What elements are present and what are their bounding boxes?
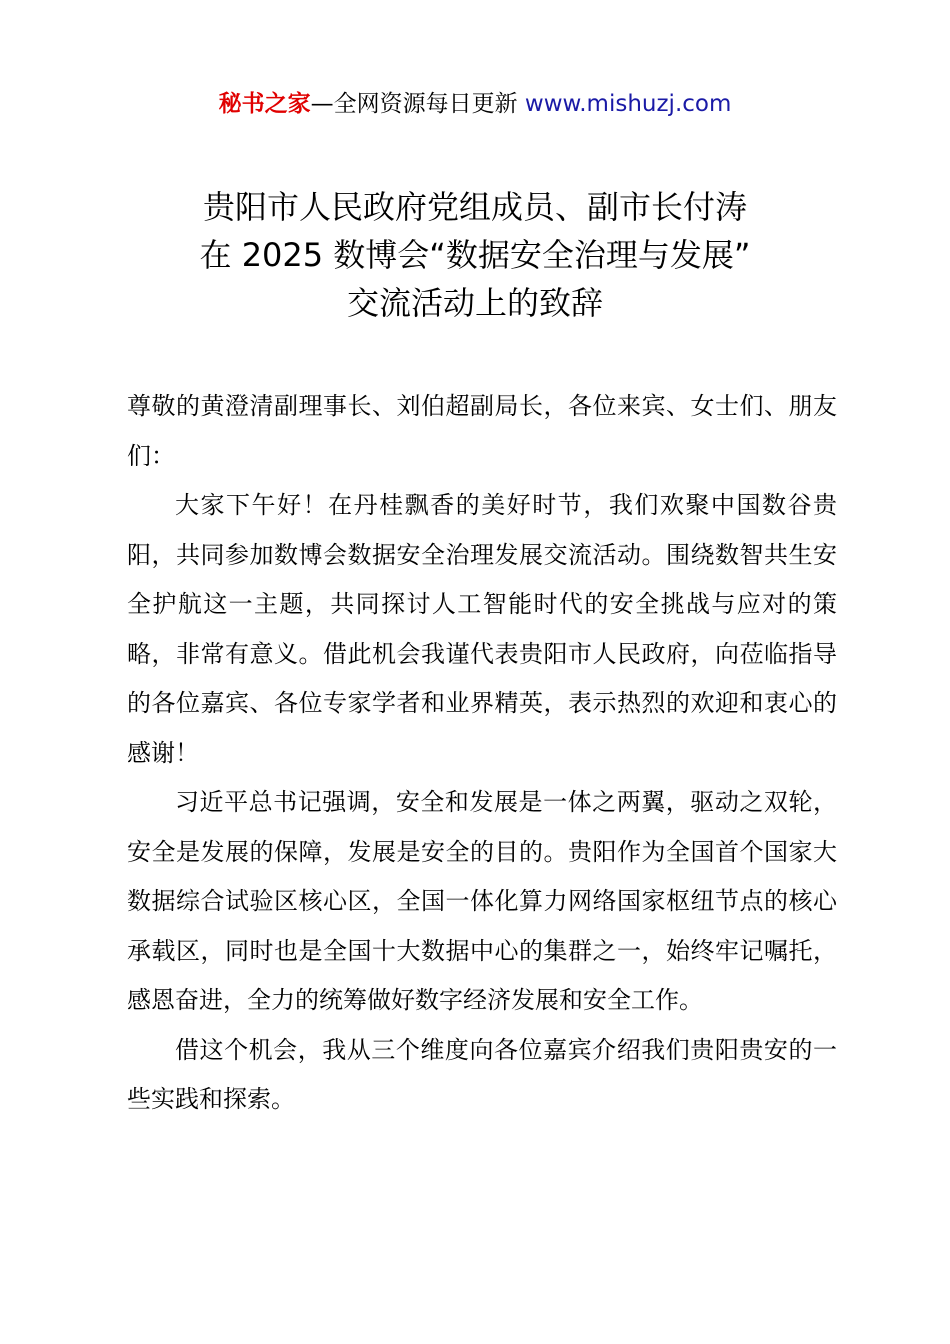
document-title	[0, 183, 950, 327]
title-line-3: 交流活动上的致辞	[346, 284, 603, 322]
paragraph-introduction: 借这个机会，我从三个维度向各位嘉宾介绍我们贵阳贵安的一些实践和探索。	[127, 1035, 837, 1113]
site-url-link[interactable]: www.mishuzj.com	[524, 91, 732, 117]
site-header	[0, 88, 950, 120]
title-line-1: 贵阳市人民政府党组成员、副市长付涛	[202, 188, 747, 226]
paragraph-security-development: 习近平总书记强调，安全和发展是一体之两翼，驱动之双轮，安全是发展的保障，发展是安全的目的。贵阳作为全国首个国家大数据综合试验区核心区，全国一体化算力网络国家枢纽节点的核心承载区，同时也是全国十大数据中心的集群之一，始终牢记嘱托，感恩奋进，全力的统筹做好数字经济发展和安全工作。	[127, 788, 837, 1014]
document-body	[127, 382, 837, 1125]
paragraph-greeting: 大家下午好！在丹桂飘香的美好时节，我们欢聚中国数谷贵阳，共同参加数博会数据安全治理发展交流活动。围绕数智共生安全护航这一主题，共同探讨人工智能时代的安全挑战与应对的策略，非常有意义。借此机会我谨代表贵阳市人民政府，向莅临指导的各位嘉宾、各位专家学者和业界精英，表示热烈的欢迎和衷心的感谢！	[127, 491, 837, 767]
title-line-2: 在 2025 数博会“数据安全治理与发展”	[199, 236, 751, 274]
header-tagline: —全网资源每日更新	[310, 91, 525, 117]
salutation: 尊敬的黄澄清副理事长、刘伯超副局长，各位来宾、女士们、朋友们：	[127, 392, 837, 470]
brand-name: 秘书之家	[218, 91, 311, 117]
